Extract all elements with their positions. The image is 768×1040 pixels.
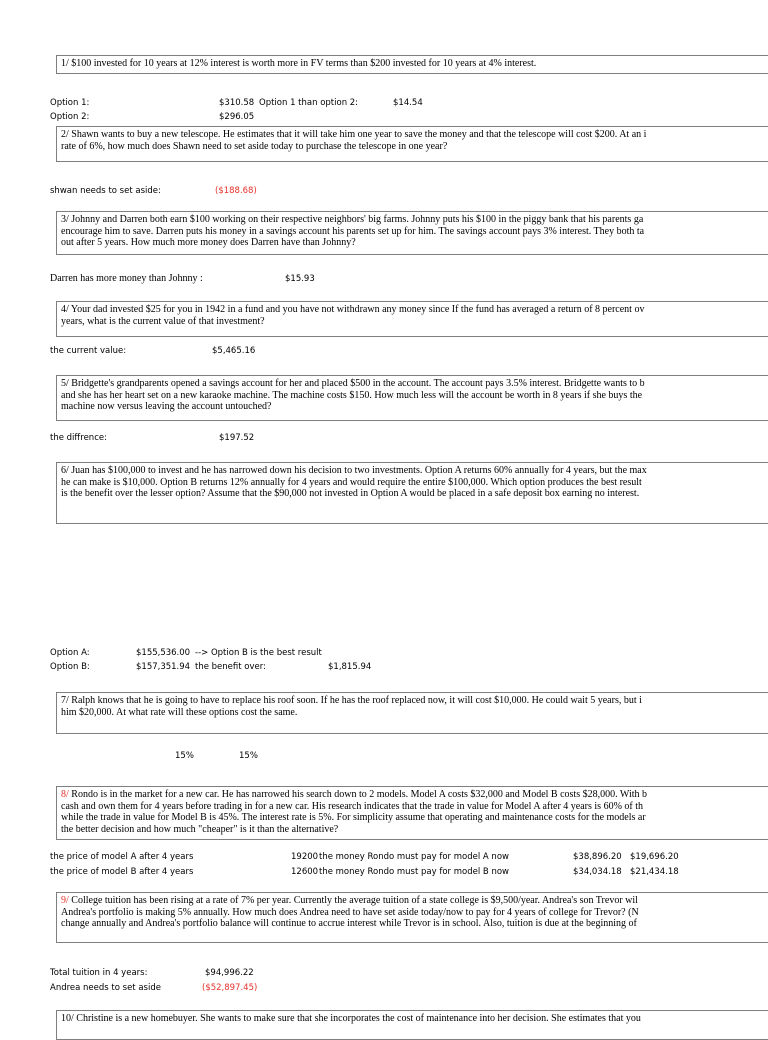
question-4-line: 4/ Your dad invested $25 for you in 1942 in a fund and you have not withdrawn any money since If the fund has averaged a return of 8 percent ov [61, 304, 645, 315]
question-3-line: encourage him to save. Darren puts his money in a savings account his parents set up for him. The savings account pays 3% interest. They both ta [61, 225, 645, 237]
q9-total-label: Total tuition in 4 years: [50, 968, 148, 978]
question-3-box [56, 211, 768, 255]
question-5-line: and she has her heart set on a new karaoke machine. The machine costs $150. How much less will the account be worth in 8 years if she buys the [61, 389, 643, 401]
q8-modelB-value1: $34,034.18 [573, 867, 622, 877]
q8-modelB-value: 12600 [291, 867, 319, 877]
q8-modelB-value2: $21,434.18 [630, 867, 679, 877]
q1-option1-label: Option 1: [50, 98, 90, 108]
question-6-box [56, 462, 768, 524]
q5-answer-label: the diffrence: [50, 433, 107, 443]
question-5-line: machine now versus leaving the account untouched? [61, 401, 272, 412]
q8-modelB-label: the price of model B after 4 years [50, 867, 194, 877]
question-4-box [56, 301, 768, 337]
question-8-number: 8/ [61, 789, 69, 800]
q2-answer-label: shwan needs to set aside: [50, 186, 161, 196]
question-8-line: cash and own them for 4 years before trading in for a new car. His research indicates that the trade in value for Model A after 4 years is 60% of th [61, 800, 644, 812]
q7-rate-value: 15% [239, 751, 258, 761]
q1-compare-value: $14.54 [393, 98, 423, 108]
question-5-box [56, 375, 768, 421]
question-9-line [61, 895, 768, 907]
q6-optionB-label: Option B: [50, 662, 90, 672]
q6-optionA-label: Option A: [50, 648, 90, 658]
question-8-line [61, 789, 768, 801]
q2-answer-value: ($188.68) [215, 186, 257, 196]
q1-option2-value: $296.05 [219, 112, 255, 122]
q4-answer-value: $5,465.16 [212, 346, 256, 356]
question-5-line: 5/ Bridgette's grandparents opened a savings account for her and placed $500 in the account. The account pays 3.5% interest. Bridgette wants to b [61, 378, 645, 389]
q6-optionA-value: $155,536.00 [136, 648, 191, 658]
question-1-text: 1/ $100 invested for 10 years at 12% interest is worth more in FV terms than $200 invested for 10 years at 4% interest. [61, 58, 537, 69]
question-9-line-text: College tuition has been rising at a rate of 7% per year. Currently the average tuition of a state college is $9,500/year. Andrea's son Trevor wil [68, 895, 638, 906]
question-2-box [56, 126, 768, 162]
question-8-box [56, 786, 768, 840]
question-10-box [56, 1010, 768, 1040]
q6-optionB-value: $157,351.94 [136, 662, 191, 672]
q8-modelA-value1: $38,896.20 [573, 852, 622, 862]
question-7-line: 7/ Ralph knows that he is going to have to replace his roof soon. If he has the roof replaced now, it will cost $10,000. He could wait 5 years, but i [61, 695, 642, 706]
q3-answer-label: Darren has more money than Johnny : [50, 273, 203, 284]
q5-answer-value: $197.52 [219, 433, 255, 443]
q4-answer-label: the current value: [50, 346, 127, 356]
q1-option2-label: Option 2: [50, 112, 90, 122]
question-8-line: the better decision and how much "cheaper" is it than the alternative? [61, 823, 339, 835]
question-8-line: while the trade in value for Model B is 45%. The interest rate is 5%. For simplicity assume that operating and maintenance costs for the models ar [61, 812, 646, 823]
q9-setaside-label: Andrea needs to set aside [50, 983, 161, 993]
question-2-line: 2/ Shawn wants to buy a new telescope. He estimates that it will take him one year to save the money and that the telescope will cost $200. At an i [61, 129, 647, 140]
question-7-box [56, 692, 768, 734]
q6-benefit-value: $1,815.94 [328, 662, 372, 672]
question-9-box [56, 892, 768, 943]
q8-modelA-value: 19200 [291, 852, 319, 862]
question-9-line: change annually and Andrea's portfolio balance will continue to accrue interest while Trevor is in school. Also, tuition is due at the beginning of [61, 918, 637, 929]
question-6-line: he can make is $10,000. Option B returns 12% annually for 4 years and would require the entire $100,000. Which option produces the best result [61, 476, 642, 488]
question-9-number: 9/ [61, 895, 69, 906]
q9-total-value: $94,996.22 [205, 968, 254, 978]
q1-compare-label: Option 1 than option 2: [259, 98, 359, 108]
q7-rate-value: 15% [175, 751, 194, 761]
question-8-line-text: Rondo is in the market for a new car. He has narrowed his search down to 2 models. Model A costs $32,000 and Model B costs $28,000. With b [68, 789, 647, 800]
question-3-line: 3/ Johnny and Darren both earn $100 working on their respective neighbors' big farms. Johnny puts his $100 in the piggy bank that his parents ga [61, 214, 644, 225]
q6-result-text: --> Option B is the best result [195, 648, 322, 658]
q3-answer-value: $15.93 [285, 274, 315, 284]
q6-benefit-label: the benefit over: [195, 662, 266, 672]
question-10-line: 10/ Christine is a new homebuyer. She wants to make sure that she incorporates the cost of maintenance into her decision. She estimates that you [61, 1013, 641, 1024]
q8-modelA-label: the price of model A after 4 years [50, 852, 194, 862]
question-3-line: out after 5 years. How much more money does Darren have than Johnny? [61, 237, 356, 248]
question-1-box [56, 55, 768, 74]
question-2-line: rate of 6%, how much does Shawn need to set aside today to purchase the telescope in one year? [61, 140, 448, 152]
q8-modelA-value2: $19,696.20 [630, 852, 679, 862]
question-9-line: Andrea's portfolio is making 5% annually. How much does Andrea need to have set aside today/now to pay for 4 years of college for Trevor? (N [61, 906, 639, 918]
question-6-line: 6/ Juan has $100,000 to invest and he has narrowed down his decision to two investments. Option A returns 60% annually for 4 years, but the max [61, 465, 647, 476]
question-7-line: him $20,000. At what rate will these options cost the same. [61, 706, 298, 718]
q8-modelA-text: the money Rondo must pay for model A now [319, 852, 509, 862]
q9-setaside-value: ($52,897.45) [202, 983, 258, 993]
q1-option1-value: $310.58 [219, 98, 255, 108]
question-6-line: is the benefit over the lesser option? Assume that the $90,000 not invested in Option A would be placed in a safe deposit box earning no interest. [61, 488, 640, 499]
question-4-line: years, what is the current value of that investment? [61, 315, 265, 327]
q8-modelB-text: the money Rondo must pay for model B now [319, 867, 509, 877]
